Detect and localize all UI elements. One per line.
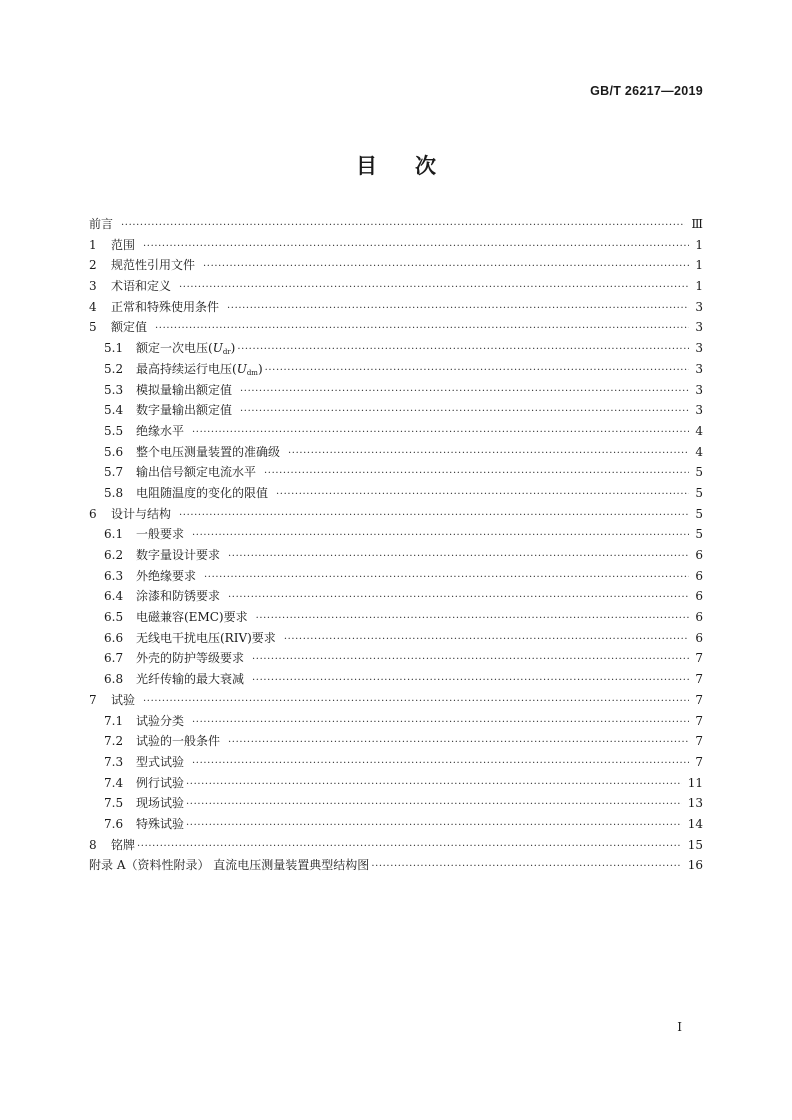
- toc-entry-7-5[interactable]: [89, 793, 703, 814]
- toc-page-number: 7: [695, 734, 703, 749]
- toc-entry-text: 例行试验: [136, 775, 185, 790]
- toc-entry-text: 涂漆和防锈要求: [136, 589, 221, 604]
- toc-section-number: 5.7: [104, 465, 124, 480]
- toc-page-number: 7: [695, 713, 703, 728]
- leader-dots: [240, 382, 689, 403]
- toc-page-number: 3: [695, 382, 703, 397]
- table-of-contents: [89, 214, 703, 876]
- leader-dots: [276, 485, 689, 506]
- toc-section-number: 8: [89, 837, 97, 852]
- toc-page-number: 3: [695, 403, 703, 418]
- toc-page-number: 5: [695, 506, 703, 521]
- text-part: 最高持续运行电压(: [136, 361, 237, 376]
- toc-section-number: 5.6: [104, 444, 124, 459]
- toc-page-number: 7: [695, 692, 703, 707]
- toc-entry-7-4[interactable]: [89, 773, 703, 794]
- toc-entry-text: 试验的一般条件: [136, 734, 221, 749]
- leader-dots: [371, 857, 681, 878]
- toc-entry-6-3[interactable]: [89, 566, 703, 587]
- toc-page-number: 7: [695, 754, 703, 769]
- toc-entry-text: 整个电压测量装置的准确级: [136, 444, 281, 459]
- leader-dots: [192, 423, 689, 444]
- toc-section-number: 6.4: [104, 589, 124, 604]
- toc-entry-6-4[interactable]: [89, 586, 703, 607]
- toc-entry-text: 现场试验: [136, 796, 185, 811]
- toc-entry-7-1[interactable]: [89, 711, 703, 732]
- toc-section-number: 6: [89, 506, 97, 521]
- toc-page-number: 5: [695, 485, 703, 500]
- toc-page-number: 3: [695, 361, 703, 376]
- toc-entry-text: 术语和定义: [111, 279, 172, 294]
- toc-section-number: 5.4: [104, 403, 124, 418]
- toc-section-number: 6.1: [104, 527, 124, 542]
- title-char-2: 次: [415, 154, 436, 178]
- toc-page-number: 4: [695, 423, 703, 438]
- leader-dots: [284, 630, 689, 651]
- toc-page-number: 6: [695, 630, 703, 645]
- symbol-u: U: [212, 341, 223, 356]
- toc-page-number: 7: [695, 651, 703, 666]
- toc-section-number: 5.5: [104, 423, 124, 438]
- toc-section-number: 4: [89, 299, 97, 314]
- toc-page-number: 4: [695, 444, 703, 459]
- toc-section-number: 7.3: [104, 754, 124, 769]
- toc-page-number: 15: [687, 837, 703, 852]
- leader-dots: [186, 816, 682, 837]
- toc-page-number: 1: [695, 258, 703, 273]
- toc-entry-5-1[interactable]: [89, 338, 703, 359]
- toc-entry-text: 规范性引用文件: [111, 258, 196, 273]
- leader-dots: [204, 568, 689, 589]
- leader-dots: [265, 361, 689, 382]
- toc-entry-6-8[interactable]: [89, 669, 703, 690]
- toc-page-number: 3: [695, 299, 703, 314]
- toc-entry-text: 绝缘水平: [136, 423, 185, 438]
- toc-entry-text: 无线电干扰电压(RIV)要求: [136, 630, 276, 645]
- leader-dots: [137, 837, 682, 858]
- toc-section-number: 5: [89, 320, 97, 335]
- leader-dots: [121, 216, 685, 237]
- leader-dots: [228, 547, 689, 568]
- leader-dots: [186, 775, 682, 796]
- toc-section-number: 6.2: [104, 548, 124, 562]
- toc-entry-7[interactable]: [89, 690, 703, 711]
- leader-dots: [192, 526, 689, 547]
- toc-page-number: 6: [695, 610, 703, 625]
- toc-entry-text: 一般要求: [136, 527, 185, 542]
- leader-dots: [203, 257, 689, 278]
- toc-entry-4[interactable]: [89, 297, 703, 318]
- toc-section-number: 7.5: [104, 796, 124, 811]
- toc-entry-annex-a[interactable]: [89, 855, 703, 876]
- toc-section-number: 3: [89, 279, 97, 294]
- toc-entry-6-2[interactable]: [89, 545, 703, 566]
- toc-page-number: 3: [695, 320, 703, 335]
- title-char-1: 目: [356, 154, 377, 178]
- toc-entry-5-4[interactable]: [89, 400, 703, 421]
- toc-section-number: 6.6: [104, 630, 124, 645]
- toc-page-number: 5: [695, 465, 703, 480]
- toc-entry-5[interactable]: [89, 317, 703, 338]
- toc-entry-6-1[interactable]: [89, 524, 703, 545]
- leader-dots: [179, 278, 689, 299]
- toc-section-number: 5.8: [104, 485, 124, 500]
- leader-dots: [240, 402, 689, 423]
- toc-section-number: 5.1: [104, 341, 124, 356]
- toc-page-number: 14: [687, 816, 703, 831]
- toc-section-number: 7.1: [104, 713, 124, 728]
- toc-page-number: 7: [695, 672, 703, 687]
- toc-page-number: 1: [695, 237, 703, 252]
- toc-entry-5-6[interactable]: [89, 442, 703, 463]
- toc-section-number: 6.5: [104, 610, 124, 625]
- leader-dots: [143, 237, 689, 258]
- toc-section-number: 7: [89, 692, 97, 707]
- toc-entry-5-8[interactable]: [89, 483, 703, 504]
- toc-entry-text: 电磁兼容(EMC)要求: [136, 610, 248, 625]
- leader-dots: [256, 609, 689, 630]
- toc-page-number: 1: [695, 279, 703, 294]
- toc-page-number: 3: [695, 341, 703, 356]
- subscript-dr: dr: [222, 348, 231, 357]
- toc-entry-text: [136, 359, 263, 380]
- leader-dots: [192, 713, 689, 734]
- leader-dots: [192, 754, 689, 775]
- leader-dots: [264, 464, 689, 485]
- toc-entry-6-6[interactable]: [89, 628, 703, 649]
- toc-entry-text: 数字量输出额定值: [136, 403, 233, 418]
- toc-entry-text: [136, 338, 235, 359]
- toc-entry-6-5[interactable]: [89, 607, 703, 628]
- toc-section-number: 7.2: [104, 734, 124, 749]
- toc-entry-text: 试验: [111, 692, 136, 707]
- toc-entry-text: 正常和特殊使用条件: [111, 299, 220, 314]
- toc-entry-5-7[interactable]: [89, 462, 703, 483]
- toc-entry-text: 输出信号额定电流水平: [136, 465, 257, 480]
- toc-section-number: 5.2: [104, 361, 124, 376]
- toc-page-number: 5: [695, 527, 703, 542]
- toc-entry-text: 前言: [89, 217, 114, 231]
- toc-entry-text: 设计与结构: [111, 506, 172, 521]
- leader-dots: [155, 319, 689, 340]
- toc-entry-6-7[interactable]: [89, 648, 703, 669]
- text-part: ): [257, 361, 263, 376]
- toc-page-number: 6: [695, 548, 703, 562]
- leader-dots: [143, 692, 689, 713]
- toc-entry-text: 额定值: [111, 320, 148, 335]
- toc-entry-3[interactable]: [89, 276, 703, 297]
- leader-dots: [228, 733, 689, 754]
- toc-entry-5-5[interactable]: [89, 421, 703, 442]
- toc-section-number: 6.3: [104, 568, 124, 583]
- toc-entry-text: 特殊试验: [136, 816, 185, 831]
- toc-entry-text: 数字量设计要求: [136, 548, 221, 562]
- leader-dots: [179, 506, 689, 527]
- leader-dots: [186, 795, 682, 816]
- page-title: [0, 150, 792, 180]
- subscript-dm: dm: [246, 368, 258, 377]
- toc-page-number: 11: [687, 775, 703, 790]
- leader-dots: [237, 340, 689, 361]
- toc-entry-text: 试验分类: [136, 713, 185, 728]
- toc-section-number: 5.3: [104, 382, 124, 397]
- page-number: I: [677, 1020, 682, 1034]
- toc-entry-1[interactable]: [89, 235, 703, 256]
- toc-section-number: 2: [89, 258, 97, 273]
- toc-entry-5-3[interactable]: [89, 380, 703, 401]
- toc-entry-text: 型式试验: [136, 754, 185, 769]
- toc-entry-text: 电阻随温度的变化的限值: [136, 485, 269, 500]
- toc-entry-7-6[interactable]: [89, 814, 703, 835]
- leader-dots: [252, 671, 689, 692]
- toc-section-number: 6.7: [104, 651, 124, 666]
- toc-entry-7-3[interactable]: [89, 752, 703, 773]
- toc-page-number: 13: [687, 796, 703, 811]
- leader-dots: [228, 588, 689, 609]
- toc-page-number: 6: [695, 589, 703, 604]
- toc-entry-text: 铭牌: [111, 837, 136, 852]
- toc-section-number: 7.4: [104, 775, 124, 790]
- toc-entry-text: 光纤传输的最大衰减: [136, 672, 245, 687]
- toc-entry-2[interactable]: [89, 255, 703, 276]
- toc-entry-text: 范围: [111, 237, 136, 252]
- toc-entry-foreword[interactable]: [89, 214, 703, 235]
- toc-entry-text: 模拟量输出额定值: [136, 382, 233, 397]
- toc-entry-text: 外壳的防护等级要求: [136, 651, 245, 666]
- text-part: 额定一次电压(: [136, 341, 213, 356]
- toc-entry-5-2[interactable]: [89, 359, 703, 380]
- toc-entry-7-2[interactable]: [89, 731, 703, 752]
- toc-section-number: 7.6: [104, 816, 124, 831]
- toc-entry-text: 附录 A（资料性附录） 直流电压测量装置典型结构图: [89, 858, 370, 873]
- symbol-u: U: [236, 361, 247, 376]
- toc-page-number: 6: [695, 568, 703, 583]
- text-part: ): [230, 341, 236, 356]
- toc-section-number: 6.8: [104, 672, 124, 687]
- toc-entry-8[interactable]: [89, 835, 703, 856]
- standard-number: GB/T 26217—2019: [590, 84, 703, 98]
- toc-page-number: 16: [687, 858, 703, 873]
- toc-entry-text: 外绝缘要求: [136, 568, 197, 583]
- leader-dots: [252, 650, 689, 671]
- leader-dots: [288, 444, 689, 465]
- toc-entry-6[interactable]: [89, 504, 703, 525]
- toc-page-number: Ⅲ: [691, 217, 703, 231]
- leader-dots: [227, 299, 689, 320]
- toc-section-number: 1: [89, 237, 97, 252]
